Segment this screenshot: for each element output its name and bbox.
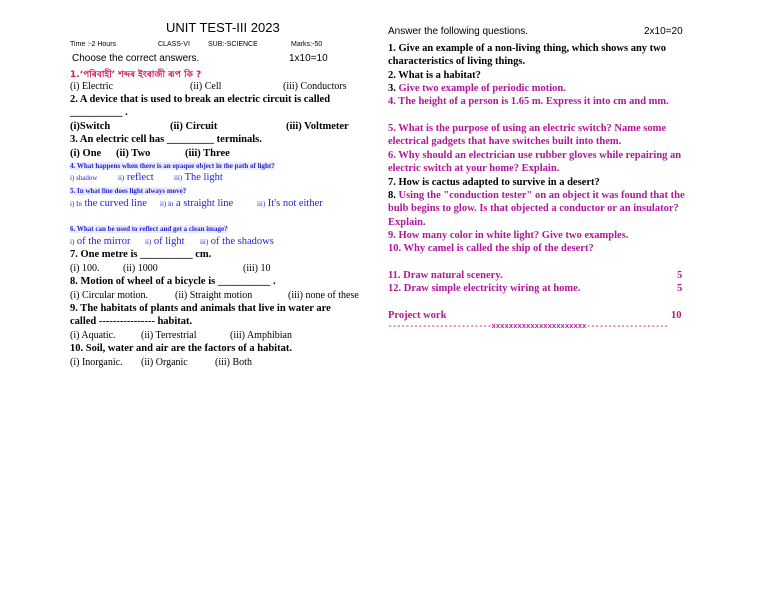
q8-option-2: (ii) Straight motion — [175, 290, 253, 301]
question-8: 8. Motion of wheel of a bicycle is __________ . — [70, 276, 276, 287]
answer-question-1: 1. Give an example of a non-living thing, which shows any two characteristics of living things. — [388, 43, 666, 68]
q6-option-1-num: i) — [70, 238, 75, 246]
question-6: 6. What can be used to reflect and get a clean image? — [70, 225, 228, 233]
time-label: Time :-2 Hours — [70, 41, 117, 48]
q4-option-2-label: reflect — [126, 172, 154, 183]
question-12-marks: 5 — [677, 283, 683, 294]
question-11-marks: 5 — [677, 270, 683, 281]
q4-option-1-label: i) shadow — [70, 174, 98, 182]
question-3: 3. An electric cell has _________ terminals. — [70, 134, 262, 145]
q3-option-2: (ii) Two — [116, 148, 151, 159]
q4-option-3 — [174, 172, 223, 183]
answer-question-9: 9. How many color in white light? Give two examples. — [388, 230, 629, 241]
q9-option-1: (i) Aquatic. — [70, 330, 116, 341]
q7-option-3: (iii) 10 — [243, 263, 271, 274]
question-7: 7. One metre is __________ cm. — [70, 249, 212, 260]
q1-option-2: (ii) Cell — [190, 81, 222, 92]
q3-option-1: (i) One — [70, 148, 102, 159]
q7-option-1: (i) 100. — [70, 263, 100, 274]
q8-option-1: (i) Circular motion. — [70, 290, 149, 301]
class-label: CLASS-VI — [158, 41, 190, 48]
q5-option-3-label: It's not either — [267, 198, 323, 209]
q9-option-2: (ii) Terrestrial — [141, 330, 197, 341]
question-10: 10. Soil, water and air are the factors of a habitat. — [70, 343, 292, 354]
q7-option-2: (ii) 1000 — [123, 263, 158, 274]
question-12: 12. Draw simple electricity wiring at home. — [388, 283, 581, 294]
answer-question-8 — [388, 189, 703, 229]
subject-label: SUB:-SCIENCE — [208, 41, 258, 48]
q10-option-1: (i) Inorganic. — [70, 357, 123, 368]
marks-label: Marks:-50 — [291, 41, 323, 48]
q3-option-3: (iii) Three — [185, 148, 230, 159]
q8-option-3: (iii) none of these — [288, 290, 359, 301]
question-9-line-1: 9. The habitats of plants and animals that live in water are — [70, 303, 331, 314]
q5-option-1-num: i) In — [70, 200, 82, 208]
q4-option-3-num: iii) — [174, 174, 183, 182]
q2-option-1: (i)Switch — [70, 121, 111, 132]
q1-option-1: (i) Electric — [70, 81, 114, 92]
answer-question-5: 5. What is the purpose of using an electric switch? Name some electrical gadgets that have switches built into them. — [388, 123, 667, 148]
answer-question-8-num: 8. — [388, 190, 396, 201]
answer-question-4: 4. The height of a person is 1.65 m. Express it into cm and mm. — [388, 96, 669, 107]
project-work-label: Project work — [388, 310, 447, 321]
answer-question-3-num: 3. — [388, 83, 396, 94]
answer-question-3-text: Give two example of periodic motion. — [398, 83, 566, 94]
q9-option-3: (iii) Amphibian — [230, 330, 292, 341]
section1-marks: 1x10=10 — [289, 53, 328, 64]
project-work-marks: 10 — [671, 310, 682, 321]
answer-question-3 — [388, 82, 703, 95]
q5-option-3 — [257, 198, 323, 209]
q4-option-2-num: ii) — [118, 174, 125, 182]
test-title: UNIT TEST-III 2023 — [166, 20, 280, 35]
answer-question-6: 6. Why should an electrician use rubber gloves while repairing an electric switch at your home? Explain. — [388, 150, 682, 175]
question-2-line-1: 2. A device that is used to break an electric circuit is called — [70, 94, 331, 105]
q4-option-3-label: The light — [184, 172, 223, 183]
q4-option-2 — [118, 172, 154, 183]
section2-instruction: Answer the following questions. — [388, 26, 529, 37]
end-divider: ------------------------xxxxxxxxxxxxxxxxxxxxxx------------------- — [388, 323, 669, 331]
question-5: 5. In what line does light always move? — [70, 187, 187, 195]
question-2-line-2: __________ . — [70, 107, 128, 118]
q6-option-2-num: ii) — [145, 238, 152, 246]
q4-option-1 — [70, 172, 97, 183]
question-9-line-2: called ---------------- habitat. — [70, 316, 193, 327]
q5-option-1-label: the curved line — [84, 198, 147, 209]
q6-option-2-label: of light — [153, 236, 185, 247]
q6-option-1-label: of the mirror — [76, 236, 131, 247]
section1-instruction: Choose the correct answers. — [72, 53, 200, 64]
q2-option-2: (ii) Circuit — [170, 121, 218, 132]
q6-option-3-num: iii) — [200, 238, 209, 246]
answer-question-2: 2. What is a habitat? — [388, 70, 481, 81]
question-1: 1.‘পৰিবাহী’ শব্দৰ ইংৰাজী ৰূপ কি ? — [70, 70, 202, 80]
q1-option-3: (iii) Conductors — [283, 81, 347, 92]
q10-option-2: (ii) Organic — [141, 357, 188, 368]
question-11: 11. Draw natural scenery. — [388, 270, 503, 281]
q5-option-3-num: iii) — [257, 200, 266, 208]
question-4: 4. What happens when there is an opaque object in the path of light? — [70, 162, 275, 170]
answer-question-7: 7. How is cactus adapted to survive in a desert? — [388, 177, 600, 188]
q2-option-3: (iii) Voltmeter — [286, 121, 349, 132]
answer-question-10: 10. Why camel is called the ship of the desert? — [388, 243, 594, 254]
q5-option-1 — [70, 198, 147, 209]
q5-option-2-num: ii) in — [160, 200, 174, 208]
q10-option-3: (iii) Both — [215, 357, 252, 368]
q6-option-3-label: of the shadows — [210, 236, 274, 247]
q6-option-1 — [70, 236, 131, 247]
q6-option-2 — [145, 236, 184, 247]
q5-option-2-label: a straight line — [176, 198, 234, 209]
q5-option-2 — [160, 198, 233, 209]
section2-marks: 2x10=20 — [644, 26, 683, 37]
q6-option-3 — [200, 236, 274, 247]
answer-question-8-text: Using the "conduction tester" on an object it was found that the bulb begins to glow. Is that objected a conductor or an insulator? Explain. — [388, 190, 685, 228]
